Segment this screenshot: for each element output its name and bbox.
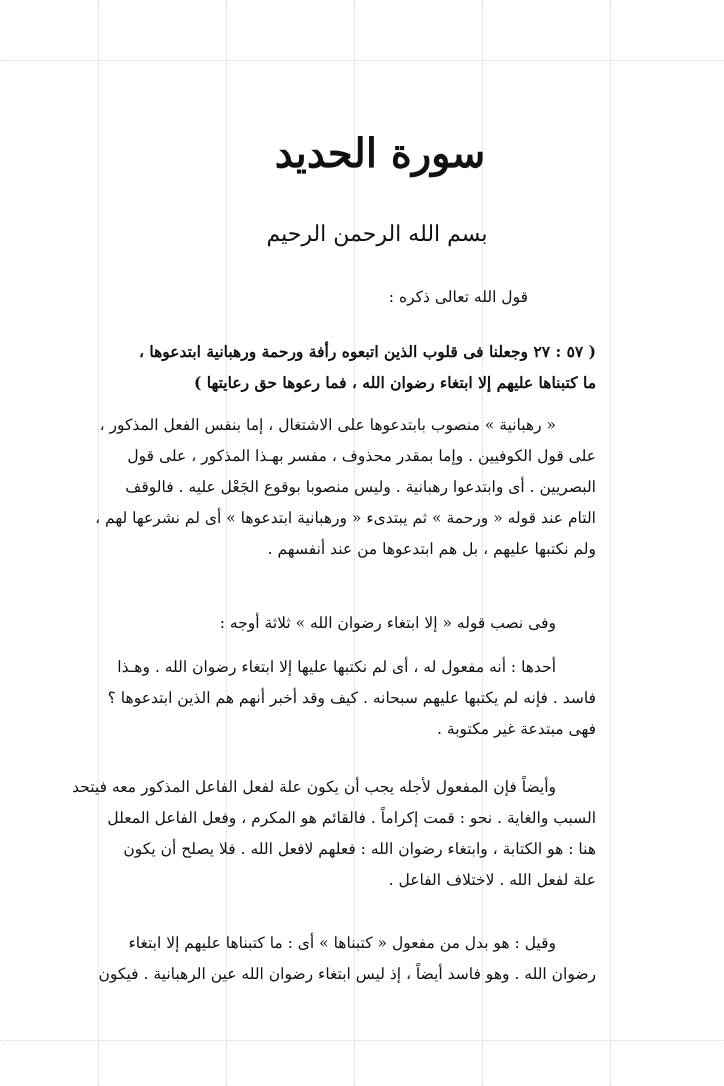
paragraph-first-aspect [48,652,596,745]
text-line: رضوان الله . وهو فاسد أيضاً ، إذ ليس ابتغاء رضوان الله عين الرهبانية . فيكون [98,965,596,983]
verse-line: ( ٥٧ : ٢٧ وجعلنا فى قلوب الذين اتبعوه رأفة ورحمة ورهبانية ابتدعوها ، [138,342,596,361]
text-line: وأيضاً فإن المفعول لأجله يجب أن يكون علة لفعل الفاعل المذكور معه فيتحد [72,778,556,796]
paragraph-badal [48,928,596,990]
paragraph-three-aspects [48,608,596,639]
verse-line: ما كتبناها عليهم إلا ابتغاء رضوان الله ، فما رعوها حق رعايتها ) [194,373,596,392]
intro-text: قول الله تعالى ذكره : [388,288,528,306]
text-line: البصريين . أى وابتدعوا رهبانية . وليس منصوبا بوقوع الجَعْل عليه . فالوقف [125,478,596,496]
text-line: « رهبانية » منصوب بابتدعوها على الاشتغال ، إما بنفس الفعل المذكور ، [99,416,556,434]
text-line: على قول الكوفيين . وإما بمقدر محذوف ، مفسر بهـذا المذكور ، على قول [127,447,596,465]
text-line: فاسد . فإنه لم يكتبها عليهم سبحانه . كيف وقد أخبر أنهم هم الذين ابتدعوها ؟ [107,689,596,707]
text-line: ولم نكتبها عليهم ، بل هم ابتدعوها من عند أنفسهم . [267,540,596,558]
page-ruling [0,1040,724,1041]
paragraph-also [48,772,596,896]
paragraph-rahbaniyya [48,410,596,565]
surah-title: سورة الحديد [274,130,486,177]
text-line: أحدها : أنه مفعول له ، أى لم نكتبها عليها إلا ابتغاء رضوان الله . وهـذا [117,658,556,676]
text-line: وقيل : هو بدل من مفعول « كتبناها » أى : ما كتبناها عليهم إلا ابتغاء [128,934,556,952]
text-line: وفى نصب قوله « إلا ابتغاء رضوان الله » ثلاثة أوجه : [219,614,556,632]
text-line: التام عند قوله « ورحمة » ثم يبتدىء « ورهبانية ابتدعوها » أى لم نشرعها لهم ، [95,509,596,527]
basmala: بسم الله الرحمن الرحيم [266,222,488,247]
text-line: علة لفعل الله . لاختلاف الفاعل . [388,871,596,889]
text-line: هنا : هو الكتابة ، وابتغاء رضوان الله : فعلهم لافعل الله . فلا يصلح أن يكون [123,840,596,858]
text-line: السبب والغاية . نحو : قمت إكراماً . فالقائم هو المكرم ، وفعل الفاعل المعلل [107,809,596,827]
verse-quote [48,336,596,398]
page-ruling [0,60,724,61]
text-line: فهى مبتدعة غير مكتوبة . [437,720,596,738]
intro-line [48,282,596,313]
